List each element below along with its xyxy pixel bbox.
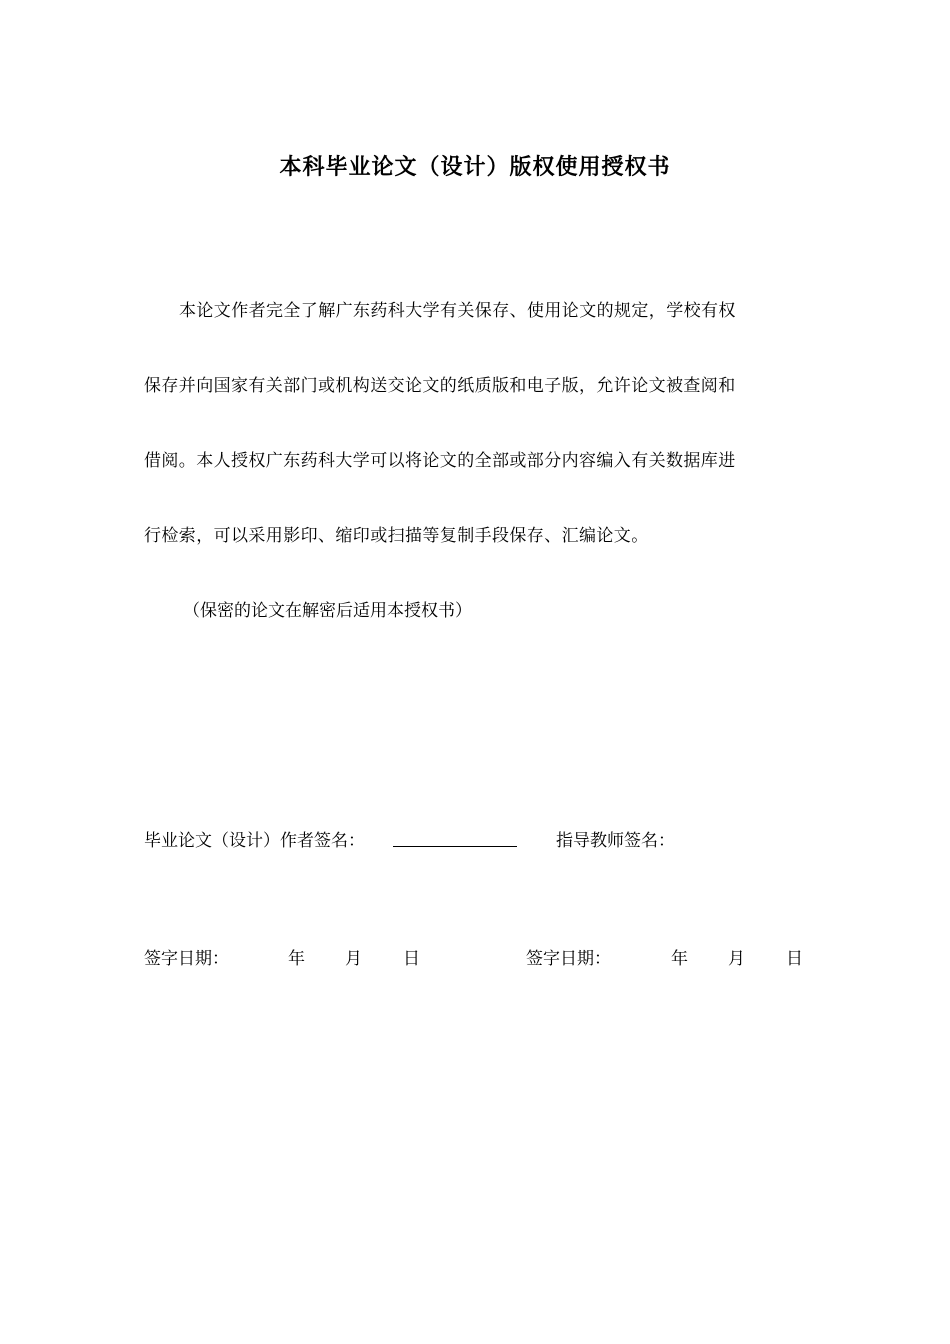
left-date-label: 签字日期： [144,949,229,969]
left-date-month: 月 [345,949,362,969]
left-date-day: 日 [403,949,420,969]
right-date-label: 签字日期： [526,949,611,969]
author-signature-label: 毕业论文（设计）作者签名： [144,831,365,851]
body-line-1: 本论文作者完全了解广东药科大学有关保存、使用论文的规定，学校有权 [179,301,736,321]
advisor-signature-label: 指导教师签名： [556,831,675,851]
body-line-2: 保存并向国家有关部门或机构送交论文的纸质版和电子版，允许论文被查阅和 [144,376,736,396]
body-line-4: 行检索，可以采用影印、缩印或扫描等复制手段保存、汇编论文。 [144,526,649,546]
right-date-year: 年 [671,949,688,969]
body-line-3: 借阅。本人授权广东药科大学可以将论文的全部或部分内容编入有关数据库进 [144,451,736,471]
document-title: 本科毕业论文（设计）版权使用授权书 [279,155,671,180]
confidential-note: （保密的论文在解密后适用本授权书） [183,601,472,621]
author-signature-line[interactable] [393,846,517,847]
right-date-day: 日 [786,949,803,969]
right-date-month: 月 [728,949,745,969]
left-date-year: 年 [288,949,305,969]
